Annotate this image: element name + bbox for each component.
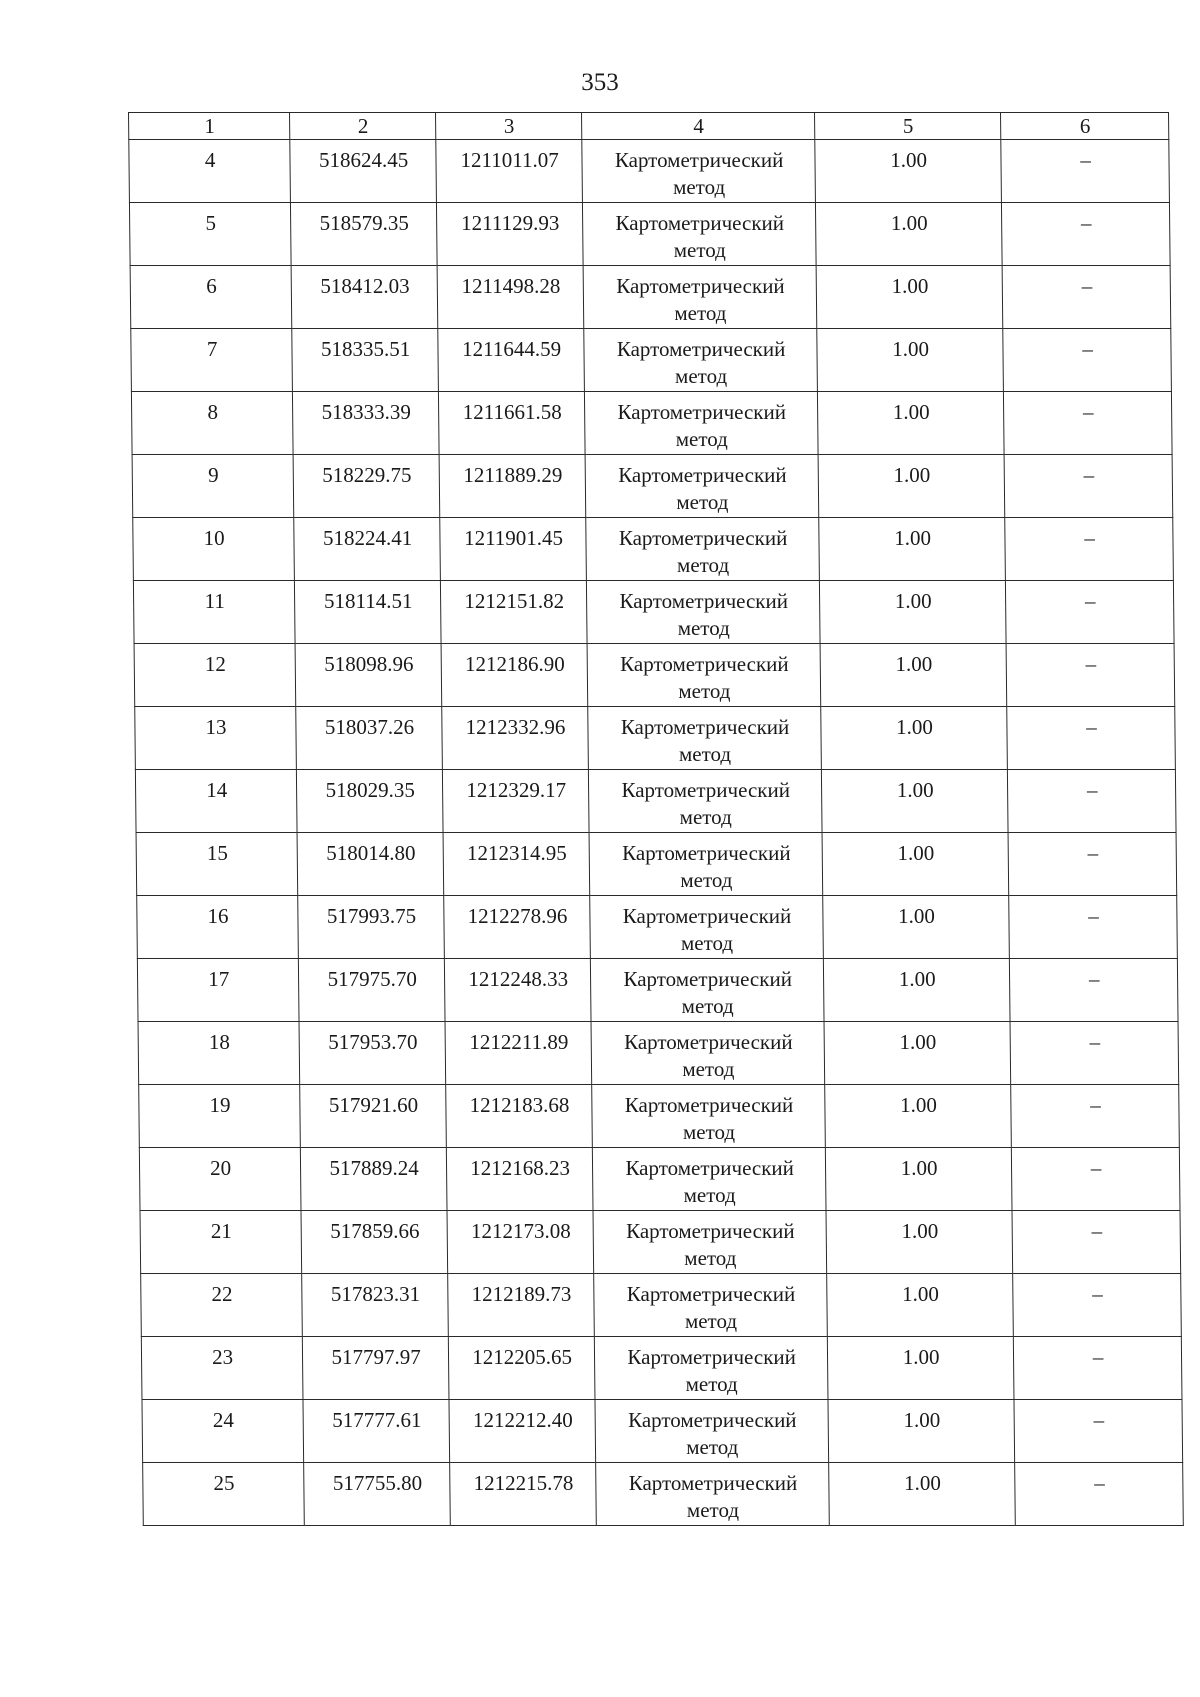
point-number-cell: 16	[137, 896, 298, 959]
point-number-cell: 15	[136, 833, 297, 896]
table-row	[137, 959, 1178, 1022]
table-row	[133, 518, 1174, 581]
x-coordinate-cell: 518224.41	[294, 518, 440, 581]
accuracy-cell: 1.00	[816, 203, 1002, 266]
note-cell: –	[1005, 518, 1173, 581]
note-cell: –	[1013, 1274, 1181, 1337]
table-row	[135, 707, 1176, 770]
note-cell: –	[1006, 581, 1174, 644]
table-row	[135, 770, 1176, 833]
table-row	[139, 1085, 1180, 1148]
x-coordinate-cell: 517797.97	[303, 1337, 449, 1400]
method-line: метод	[677, 615, 730, 639]
method-line: метод	[685, 1434, 738, 1458]
note-cell: –	[1014, 1400, 1182, 1463]
table-row	[136, 833, 1177, 896]
table-row	[142, 1400, 1183, 1463]
table-row	[141, 1337, 1182, 1400]
y-coordinate-cell: 1212332.96	[442, 707, 588, 770]
x-coordinate-cell: 518579.35	[291, 203, 437, 266]
point-number-cell: 9	[132, 455, 293, 518]
x-coordinate-cell: 517953.70	[299, 1022, 445, 1085]
method-cell	[591, 959, 824, 1022]
y-coordinate-cell: 1211498.28	[437, 266, 583, 329]
table-row	[131, 392, 1172, 455]
method-line: Картометрический	[617, 462, 787, 486]
accuracy-cell: 1.00	[826, 1211, 1012, 1274]
y-coordinate-cell: 1212186.90	[441, 644, 587, 707]
note-cell: –	[1015, 1463, 1183, 1526]
note-cell: –	[1012, 1148, 1180, 1211]
method-line: Картометрический	[624, 1092, 793, 1116]
accuracy-cell: 1.00	[827, 1274, 1013, 1337]
method-cell	[583, 266, 816, 329]
method-line: метод	[686, 1497, 739, 1521]
column-header: 6	[1001, 113, 1169, 140]
note-cell: –	[1010, 959, 1178, 1022]
method-line: метод	[683, 1245, 736, 1269]
note-cell: –	[1004, 455, 1172, 518]
x-coordinate-cell: 518412.03	[291, 266, 437, 329]
y-coordinate-cell: 1212215.78	[450, 1463, 596, 1526]
method-line: метод	[680, 930, 733, 954]
point-number-cell: 8	[132, 392, 293, 455]
note-cell: –	[1008, 770, 1176, 833]
y-coordinate-cell: 1212151.82	[441, 581, 587, 644]
x-coordinate-cell: 518335.51	[292, 329, 438, 392]
method-line: Картометрический	[618, 525, 787, 549]
y-coordinate-cell: 1212168.23	[447, 1148, 593, 1211]
note-cell: –	[1004, 392, 1172, 455]
x-coordinate-cell: 518333.39	[293, 392, 439, 455]
x-coordinate-cell: 517823.31	[302, 1274, 448, 1337]
method-line: метод	[681, 1056, 734, 1080]
accuracy-cell: 1.00	[817, 329, 1003, 392]
point-number-cell: 14	[136, 770, 297, 833]
x-coordinate-cell: 517859.66	[301, 1211, 447, 1274]
method-cell	[595, 1337, 828, 1400]
point-number-cell: 25	[143, 1463, 304, 1526]
method-cell	[587, 644, 820, 707]
method-cell	[594, 1274, 827, 1337]
method-line: Картометрический	[627, 1407, 797, 1431]
table-row	[129, 140, 1170, 203]
column-header: 4	[582, 113, 815, 140]
method-line: Картометрический	[620, 777, 790, 801]
x-coordinate-cell: 517755.80	[304, 1463, 450, 1526]
method-line: метод	[685, 1371, 738, 1395]
table-row	[137, 896, 1178, 959]
method-line: метод	[673, 300, 726, 324]
accuracy-cell: 1.00	[821, 707, 1007, 770]
point-number-cell: 4	[129, 140, 290, 203]
method-cell	[587, 581, 820, 644]
note-cell: –	[1003, 329, 1171, 392]
method-line: Картометрический	[619, 651, 789, 675]
page-number: 353	[581, 69, 619, 96]
y-coordinate-cell: 1212248.33	[445, 959, 591, 1022]
method-line: Картометрический	[622, 903, 791, 927]
method-line: Картометрический	[622, 966, 792, 990]
method-cell	[588, 707, 821, 770]
method-cell	[590, 896, 823, 959]
note-cell: –	[1002, 266, 1170, 329]
column-header: 3	[436, 113, 582, 140]
x-coordinate-cell: 517777.61	[303, 1400, 449, 1463]
y-coordinate-cell: 1212329.17	[443, 770, 589, 833]
x-coordinate-cell: 518229.75	[293, 455, 439, 518]
point-number-cell: 7	[131, 329, 292, 392]
table-row	[141, 1274, 1182, 1337]
method-cell	[585, 455, 818, 518]
note-cell: –	[1009, 896, 1177, 959]
column-header: 1	[129, 113, 290, 140]
y-coordinate-cell: 1211889.29	[439, 455, 585, 518]
accuracy-cell: 1.00	[823, 896, 1009, 959]
method-line: Картометрический	[623, 1029, 793, 1053]
method-line: Картометрический	[615, 273, 785, 297]
method-line: метод	[684, 1308, 737, 1332]
method-line: Картометрический	[625, 1218, 795, 1242]
accuracy-cell: 1.00	[820, 581, 1006, 644]
point-number-cell: 11	[134, 581, 295, 644]
point-number-cell: 20	[140, 1148, 301, 1211]
point-number-cell: 19	[139, 1085, 300, 1148]
method-line: Картометрический	[616, 336, 785, 360]
accuracy-cell: 1.00	[816, 266, 1002, 329]
point-number-cell: 10	[133, 518, 294, 581]
note-cell: –	[1002, 203, 1170, 266]
table-row	[132, 455, 1173, 518]
method-line: метод	[679, 804, 732, 828]
method-cell	[592, 1085, 825, 1148]
note-cell: –	[1014, 1337, 1182, 1400]
method-cell	[589, 770, 822, 833]
x-coordinate-cell: 517889.24	[301, 1148, 447, 1211]
table-body	[129, 113, 1184, 1526]
accuracy-cell: 1.00	[822, 833, 1008, 896]
method-line: Картометрический	[614, 147, 783, 171]
point-number-cell: 21	[140, 1211, 301, 1274]
accuracy-cell: 1.00	[829, 1463, 1015, 1526]
accuracy-cell: 1.00	[820, 644, 1006, 707]
x-coordinate-cell: 517993.75	[298, 896, 444, 959]
point-number-cell: 18	[138, 1022, 299, 1085]
y-coordinate-cell: 1212211.89	[445, 1022, 591, 1085]
method-line: метод	[672, 174, 725, 198]
method-line: метод	[683, 1182, 736, 1206]
point-number-cell: 12	[134, 644, 295, 707]
accuracy-cell: 1.00	[822, 770, 1008, 833]
y-coordinate-cell: 1211661.58	[439, 392, 585, 455]
column-header: 2	[290, 113, 436, 140]
method-line: Картометрический	[626, 1281, 795, 1305]
table-row	[131, 329, 1172, 392]
x-coordinate-cell: 518029.35	[297, 770, 443, 833]
note-cell: –	[1006, 644, 1174, 707]
note-cell: –	[1011, 1085, 1179, 1148]
point-number-cell: 6	[130, 266, 291, 329]
method-line: метод	[674, 363, 727, 387]
accuracy-cell: 1.00	[825, 1085, 1011, 1148]
method-line: Картометрический	[621, 840, 791, 864]
table-row	[138, 1022, 1179, 1085]
method-line: метод	[679, 867, 732, 891]
method-line: Картометрический	[615, 210, 784, 234]
point-number-cell: 17	[138, 959, 299, 1022]
point-number-cell: 13	[135, 707, 296, 770]
method-cell	[584, 329, 817, 392]
table-row	[140, 1211, 1181, 1274]
accuracy-cell: 1.00	[824, 1022, 1010, 1085]
method-cell	[586, 518, 819, 581]
method-cell	[583, 203, 816, 266]
method-line: метод	[675, 426, 728, 450]
method-line: метод	[673, 237, 726, 261]
y-coordinate-cell: 1211644.59	[438, 329, 584, 392]
point-number-cell: 24	[142, 1400, 303, 1463]
method-cell	[589, 833, 822, 896]
x-coordinate-cell: 517975.70	[299, 959, 445, 1022]
accuracy-cell: 1.00	[828, 1400, 1014, 1463]
accuracy-cell: 1.00	[824, 959, 1010, 1022]
table-row	[130, 266, 1171, 329]
method-line: Картометрический	[619, 588, 788, 612]
y-coordinate-cell: 1212314.95	[443, 833, 589, 896]
accuracy-cell: 1.00	[826, 1148, 1012, 1211]
note-cell: –	[1008, 833, 1176, 896]
method-line: метод	[681, 993, 734, 1017]
point-number-cell: 5	[130, 203, 291, 266]
note-cell: –	[1007, 707, 1175, 770]
method-cell	[585, 392, 818, 455]
method-cell	[591, 1022, 824, 1085]
table-row	[143, 1463, 1184, 1526]
method-cell	[596, 1463, 829, 1526]
y-coordinate-cell: 1212278.96	[444, 896, 590, 959]
accuracy-cell: 1.00	[819, 518, 1005, 581]
method-line: Картометрический	[624, 1155, 794, 1179]
y-coordinate-cell: 1212183.68	[446, 1085, 592, 1148]
accuracy-cell: 1.00	[818, 392, 1004, 455]
column-header: 5	[815, 113, 1001, 140]
method-line: Картометрический	[628, 1470, 797, 1494]
note-cell: –	[1001, 140, 1169, 203]
method-line: Картометрический	[620, 714, 789, 738]
method-line: Картометрический	[626, 1344, 796, 1368]
table-row	[134, 644, 1175, 707]
y-coordinate-cell: 1211901.45	[440, 518, 586, 581]
table-row	[139, 1148, 1180, 1211]
y-coordinate-cell: 1211011.07	[436, 140, 582, 203]
method-cell	[593, 1148, 826, 1211]
point-number-cell: 23	[142, 1337, 303, 1400]
method-cell	[582, 140, 815, 203]
note-cell: –	[1012, 1211, 1180, 1274]
x-coordinate-cell: 517921.60	[300, 1085, 446, 1148]
point-number-cell: 22	[141, 1274, 302, 1337]
y-coordinate-cell: 1212173.08	[447, 1211, 593, 1274]
table-header-row	[129, 113, 1169, 140]
table-row	[133, 581, 1174, 644]
method-line: метод	[675, 489, 728, 513]
x-coordinate-cell: 518114.51	[295, 581, 441, 644]
x-coordinate-cell: 518037.26	[296, 707, 442, 770]
method-line: метод	[678, 741, 731, 765]
note-cell: –	[1010, 1022, 1178, 1085]
method-cell	[595, 1400, 828, 1463]
x-coordinate-cell: 518014.80	[297, 833, 443, 896]
accuracy-cell: 1.00	[815, 140, 1001, 203]
y-coordinate-cell: 1212189.73	[448, 1274, 594, 1337]
y-coordinate-cell: 1212212.40	[449, 1400, 595, 1463]
x-coordinate-cell: 518624.45	[290, 140, 436, 203]
method-line: Картометрический	[617, 399, 786, 423]
coordinates-table	[128, 112, 1184, 1526]
y-coordinate-cell: 1211129.93	[437, 203, 583, 266]
method-cell	[593, 1211, 826, 1274]
method-line: метод	[682, 1119, 735, 1143]
method-line: метод	[677, 678, 730, 702]
accuracy-cell: 1.00	[828, 1337, 1014, 1400]
x-coordinate-cell: 518098.96	[295, 644, 441, 707]
y-coordinate-cell: 1212205.65	[449, 1337, 595, 1400]
accuracy-cell: 1.00	[818, 455, 1004, 518]
method-line: метод	[676, 552, 729, 576]
table-row	[129, 203, 1170, 266]
